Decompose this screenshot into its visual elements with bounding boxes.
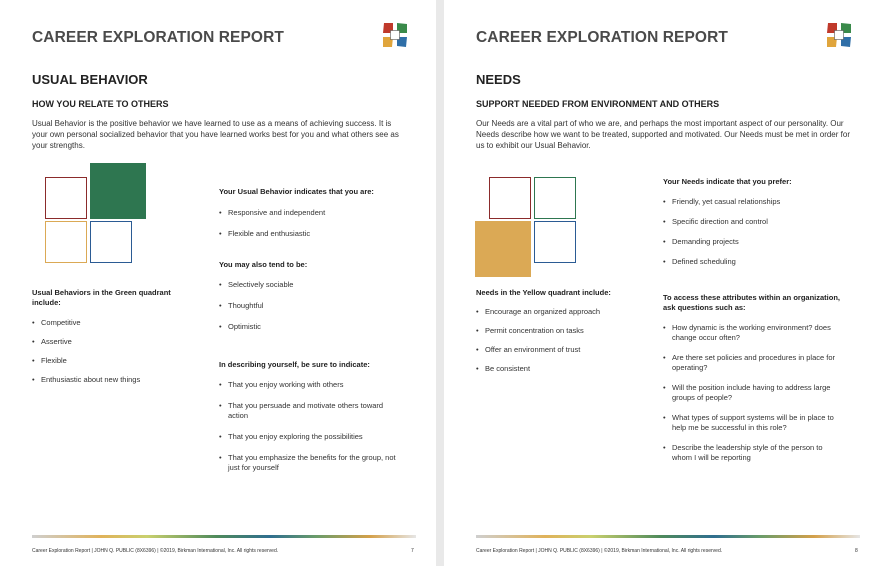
page-number: 8 [855,548,858,554]
list-item: • That you persuade and motivate others toward action [219,401,399,421]
birkman-logo-icon [824,20,854,50]
report-header: CAREER EXPLORATION REPORT [476,29,728,46]
red-quadrant [45,177,87,219]
footer-divider [476,535,860,538]
page-number: 7 [411,548,414,554]
indicates-title: Your Usual Behavior indicates that you are: [219,187,374,196]
list-item: • Thoughtful [219,301,409,311]
prefer-list [663,197,853,267]
intro-paragraph: Our Needs are a vital part of who we are, and perhaps the most important aspect of our personality. Our Needs describe how we want to be treated, supported and motivated. Our Needs must be met in order for us to exhibit our Usual Behavior. [476,119,850,150]
list-item: • That you enjoy working with others [219,380,399,390]
list-item: • Be consistent [476,364,656,374]
quadrant-title: Usual Behaviors in the Green quadrant include: [32,288,171,307]
list-item: • Encourage an organized approach [476,307,656,317]
section-subtitle: SUPPORT NEEDED FROM ENVIRONMENT AND OTHERS [476,99,720,109]
list-item: • Competitive [32,318,202,328]
tend-title: You may also tend to be: [219,260,308,269]
access-list [663,323,843,463]
list-item: • Will the position include having to address large groups of people? [663,383,843,403]
list-item: • That you enjoy exploring the possibilities [219,432,399,442]
quadrant-list [32,318,202,385]
report-header: CAREER EXPLORATION REPORT [32,29,284,46]
prefer-title: Your Needs indicate that you prefer: [663,177,792,186]
list-item: • Selectively sociable [219,280,409,290]
describe-list [219,380,399,473]
list-item: • Describe the leadership style of the person to whom I will be reporting [663,443,843,463]
green-quadrant [534,177,576,219]
list-item: • Offer an environment of trust [476,345,656,355]
section-title: NEEDS [476,72,521,87]
quadrant-title: Needs in the Yellow quadrant include: [476,288,611,297]
footer-divider [32,535,416,538]
footer-text: Career Exploration Report | JOHN Q. PUBLIC (8X6396) | ©2019, Birkman International, Inc. All rights reserved. [476,548,723,554]
list-item: • Permit concentration on tasks [476,326,656,336]
birkman-logo-icon [380,20,410,50]
report-page-8 [444,0,880,566]
list-item: • Friendly, yet casual relationships [663,197,853,207]
list-item: • Optimistic [219,322,409,332]
yellow-quadrant [45,221,87,263]
list-item: • Defined scheduling [663,257,853,267]
section-subtitle: HOW YOU RELATE TO OTHERS [32,99,169,109]
red-quadrant [489,177,531,219]
yellow-quadrant-highlighted [475,221,531,277]
list-item: • That you emphasize the benefits for the group, not just for yourself [219,453,399,473]
footer-text: Career Exploration Report | JOHN Q. PUBLIC (8X6396) | ©2019, Birkman International, Inc. All rights reserved. [32,548,279,554]
list-item: • Specific direction and control [663,217,853,227]
list-item: • How dynamic is the working environment? does change occur often? [663,323,843,343]
blue-quadrant [534,221,576,263]
list-item: • Are there set policies and procedures in place for operating? [663,353,843,373]
indicates-list [219,208,409,239]
tend-list [219,280,409,332]
list-item: • Demanding projects [663,237,853,247]
list-item: • Flexible [32,356,202,366]
report-page-7 [0,0,436,566]
quadrant-list [476,307,656,374]
section-title: USUAL BEHAVIOR [32,72,148,87]
list-item: • Assertive [32,337,202,347]
list-item: • Flexible and enthusiastic [219,229,409,239]
access-title: To access these attributes within an organization, ask questions such as: [663,293,840,312]
describe-title: In describing yourself, be sure to indicate: [219,360,370,369]
blue-quadrant [90,221,132,263]
list-item: • Responsive and independent [219,208,409,218]
intro-paragraph: Usual Behavior is the positive behavior we have learned to use as a means of achieving success. It is your own personal socialized behavior that you have learned works best for you and what others see as your strengths. [32,119,399,150]
list-item: • Enthusiastic about new things [32,375,202,385]
list-item: • What types of support systems will be in place to help me be successful in this role? [663,413,843,433]
green-quadrant-highlighted [90,163,146,219]
